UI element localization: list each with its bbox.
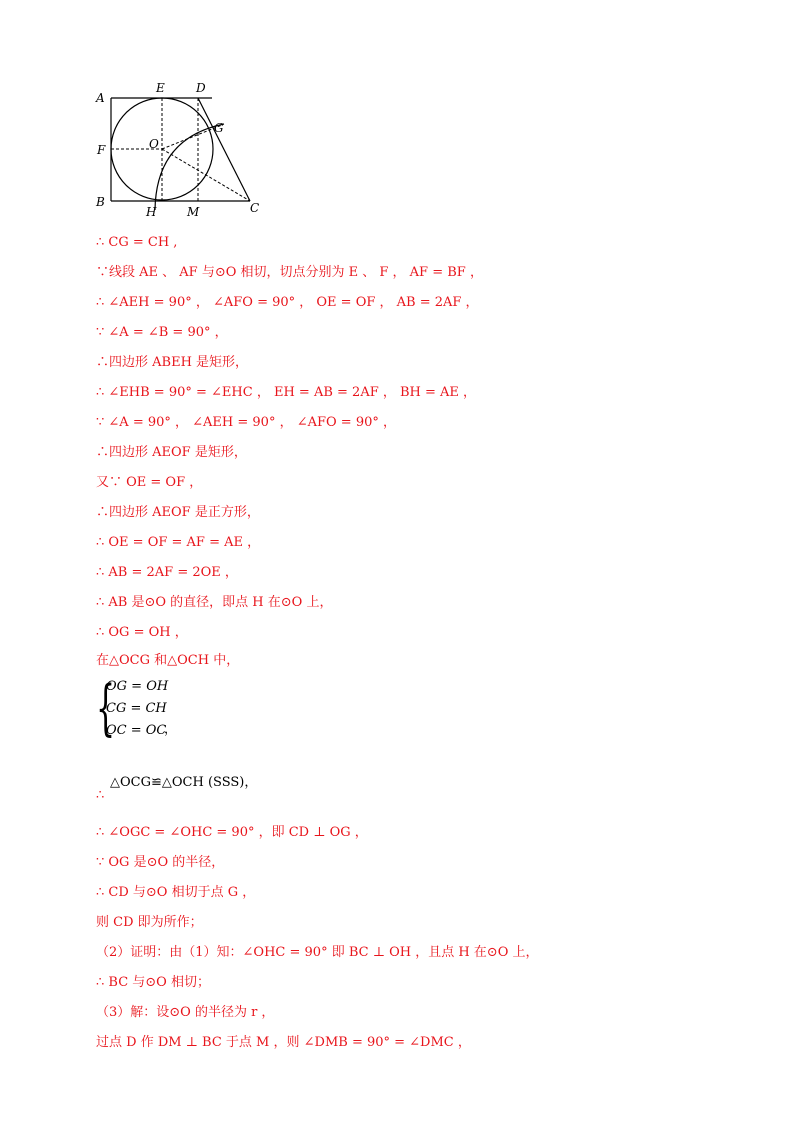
label-f: F <box>97 143 106 157</box>
proof-line-22: （3）解：设⊙O 的半径为 r ， <box>96 1005 275 1020</box>
proof-line-1: ∴ CG = CH , <box>96 235 178 250</box>
label-g: G <box>214 121 224 135</box>
label-h: H <box>146 205 157 219</box>
proof-line-8: ∴四边形 AEOF 是矩形， <box>96 445 247 460</box>
equation-system <box>96 673 216 744</box>
label-d: D <box>196 81 206 95</box>
proof-line-7: ∵ ∠A = 90° ， ∠AEH = 90° ， ∠AFO = 90° ， <box>96 415 397 430</box>
congruence-line: △OCG≌△OCH (SSS)， <box>110 775 258 790</box>
label-m: M <box>187 205 200 219</box>
geometry-figure <box>90 78 280 223</box>
arc-hg <box>155 124 224 210</box>
proof-line-12: ∴ AB = 2AF = 2OE ， <box>96 565 238 580</box>
system-row-1: OG = OH <box>106 679 169 694</box>
system-row-3: OC = OC <box>106 723 167 738</box>
proof-line-21: ∴ BC 与⊙O 相切； <box>96 975 210 990</box>
proof-line-23: 过点 D 作 DM ⊥ BC 于点 M ，则 ∠DMB = 90° = ∠DMC ， <box>96 1035 471 1050</box>
proof-line-14: ∴ OG = OH ， <box>96 625 188 640</box>
proof-line-15: 在△OCG 和△OCH 中， <box>96 653 240 668</box>
label-e: E <box>156 81 165 95</box>
label-b: B <box>96 195 105 209</box>
proof-line-19: 则 CD 即为所作； <box>96 915 203 930</box>
left-brace: { <box>96 673 116 743</box>
proof-line-5: ∴四边形 ABEH 是矩形， <box>96 355 249 370</box>
proof-line-9: 又∵ OE = OF ， <box>96 475 203 490</box>
proof-line-2: ∵线段 AE 、 AF 与⊙O 相切，切点分别为 E 、 F ， AF = BF ， <box>96 265 483 280</box>
proof-line-4: ∵ ∠A = ∠B = 90° ， <box>96 325 228 340</box>
system-row-2: CG = CH <box>106 701 167 716</box>
system-tail: ， <box>164 722 178 737</box>
proof-line-17: ∵ OG 是⊙O 的半径， <box>96 855 225 870</box>
proof-line-18: ∴ CD 与⊙O 相切于点 G ， <box>96 885 256 900</box>
therefore-symbol: ∴ <box>96 788 105 803</box>
label-a: A <box>96 91 105 105</box>
proof-line-6: ∴ ∠EHB = 90° = ∠EHC ， EH = AB = 2AF ， BH = AE ， <box>96 385 477 400</box>
proof-line-11: ∴ OE = OF = AF = AE ， <box>96 535 261 550</box>
proof-line-10: ∴四边形 AEOF 是正方形， <box>96 505 260 520</box>
label-c: C <box>250 201 260 215</box>
proof-line-13: ∴ AB 是⊙O 的直径，即点 H 在⊙O 上， <box>96 595 333 610</box>
proof-line-3: ∴ ∠AEH = 90° ， ∠AFO = 90° ， OE = OF ， AB = 2AF ， <box>96 295 479 310</box>
proof-line-16: ∴ ∠OGC = ∠OHC = 90° ，即 CD ⊥ OG ， <box>96 825 368 840</box>
label-o: O <box>149 137 159 151</box>
proof-line-20: （2）证明：由（1）知：∠OHC = 90° 即 BC ⊥ OH ，且点 H 在⊙O 上， <box>96 945 539 960</box>
